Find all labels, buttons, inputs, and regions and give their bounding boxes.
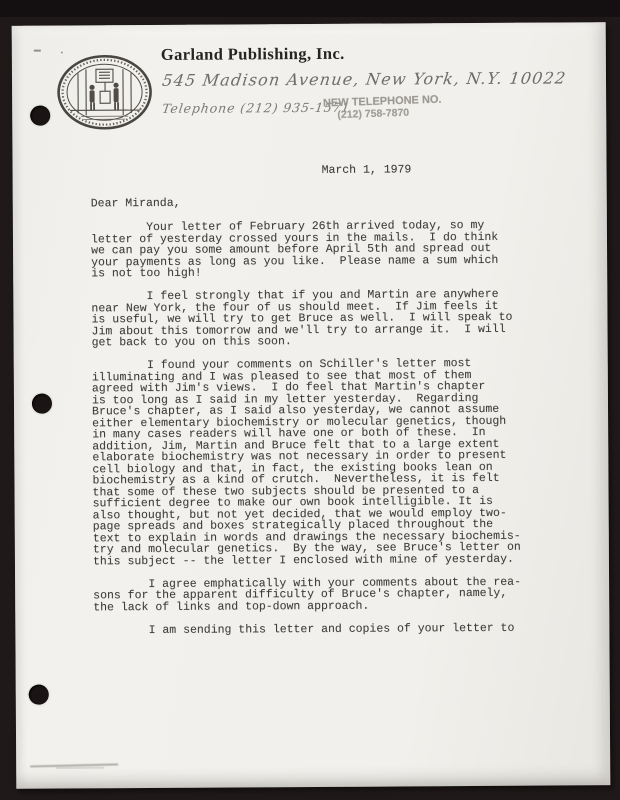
stamp-number: (212) 758-7870 xyxy=(337,106,410,122)
pencil-smudge-faint xyxy=(56,767,104,768)
company-telephone: Telephone (212) 935-1571 xyxy=(161,99,352,116)
new-telephone-stamp xyxy=(323,94,442,122)
stray-dot xyxy=(61,52,63,54)
letter-page xyxy=(12,22,611,789)
company-address: 545 Madison Avenue, New York, N.Y. 10022 xyxy=(161,68,568,90)
stray-mark xyxy=(34,50,41,52)
company-name: Garland Publishing, Inc. xyxy=(160,43,345,64)
punch-hole-bottom xyxy=(29,685,49,705)
letter-date: March 1, 1979 xyxy=(321,163,412,177)
printers-device-logo-icon xyxy=(56,53,153,132)
punch-hole-middle xyxy=(32,394,52,414)
letter-body: Your letter of February 26th arrived today, so my letter of yesterday crossed yours in the mails. I do think we can pay you some amount before April 5th and spread out your payments as long as you like. Please name a sum which is not too high! I feel strongly that if you and Martin are anywhere near New York, the four of us should meet. If Jim feels it is useful, we will try to get Bruce as well. I will speak to Jim about this tomorrow and we'll try to arrange it. I will get back to you on this soon. I found your comments on Schiller's letter most illuminating and I was pleased to see that most of them agreed with Jim's views. I do feel that Martin's chapter is too long as I said in my letter yesterday. Regarding Bruce's chapter, as I said also yesterday, we cannot assume either elementary biochemistry or molecular genetics, though in many cases readers will have one or both of these. In addition, Jim, Martin and Bruce felt that to a large extent elaborate biochemistry was not necessary in order to present cell biology and that, in fact, the existing books lean on biochemistry as a kind of crutch. Nevertheless, it is felt that some of these two subjects should be presented to a sufficient degree to make our own book intelligible. It is also thought, but not yet decided, that we would employ two- page spreads and boxes strategically placed throughout the text to explain in words and drawings the necessary biochemis- try and molecular genetics. By the way, see Bruce's letter on this subject -- the letter I enclosed with mine of yesterday. I agree emphatically with your comments about the rea- sons for the apparent difficulty of Bruce's chapter, namely, the lack of links and top-down approach. I am sending this letter and copies of your letter to xyxy=(90,218,521,637)
stamp-label: NEW TELEPHONE NO. xyxy=(322,93,442,110)
punch-hole-top xyxy=(30,106,50,126)
scan-background-top-band xyxy=(0,0,620,17)
letter-salutation: Dear Miranda, xyxy=(90,196,181,211)
